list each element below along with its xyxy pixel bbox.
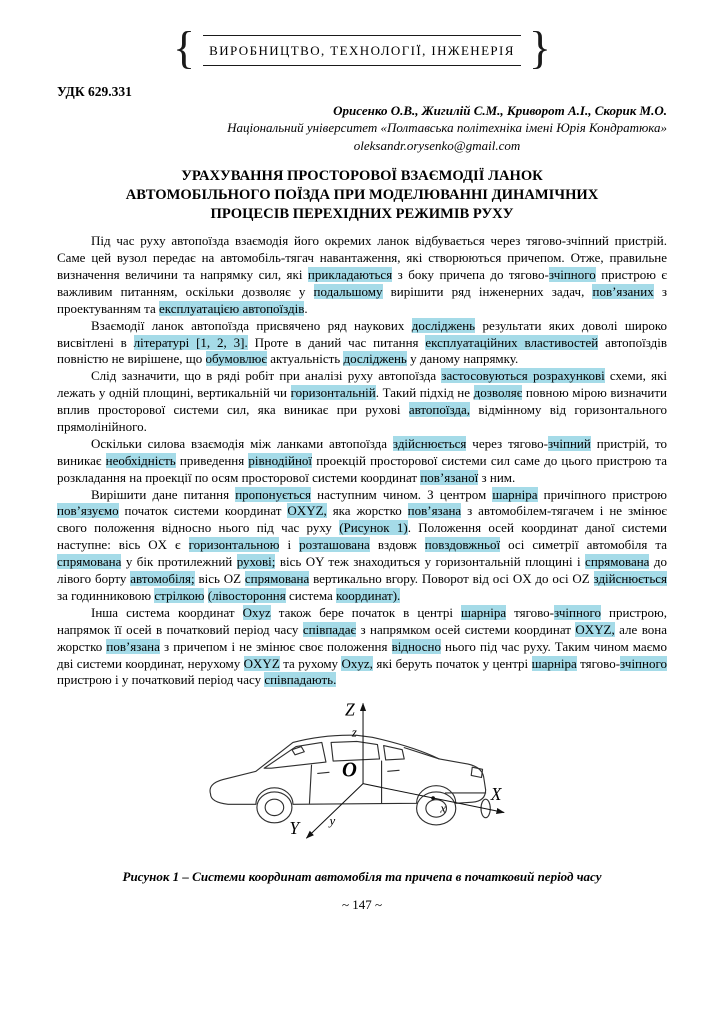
highlighted-word: експлуатацією автопоїздів [159, 300, 305, 316]
highlighted-word: зчіпний [547, 435, 591, 451]
text-segment: система [285, 587, 337, 603]
text-segment: але вона жорстко [57, 621, 668, 654]
journal-banner [57, 22, 667, 74]
highlighted-word: автопоїзда, [408, 402, 471, 418]
text-segment: яка жорстко [326, 503, 408, 519]
axis-y [306, 784, 363, 839]
highlighted-word: координат). [336, 587, 401, 603]
paragraph [57, 487, 667, 605]
text-segment: вертикально вгору. Поворот від осі OX до осі OZ [309, 571, 594, 587]
text-segment: Інша система координат [91, 604, 243, 620]
brace-ornament-left-icon: { [173, 22, 196, 74]
text-segment: і [279, 537, 300, 553]
udc-code: УДК 629.331 [57, 84, 132, 99]
text-segment: які беруть початок у центрі [372, 655, 532, 671]
highlighted-word: дозволяє [473, 385, 523, 401]
highlighted-word: (Рисунок 1) [339, 520, 408, 536]
text-segment: проекцій просторової системи сил саме до цього пристрою та розкладання на проекції по осям просторової системи координат [57, 452, 667, 485]
email-line: oleksandr.orysenko@gmail.com [353, 137, 521, 153]
highlighted-word: обумовлює [205, 351, 267, 367]
axis-label-X: X [490, 784, 502, 805]
text-segment: вісь OY теж знаходиться у горизонтальній площині і [275, 554, 586, 570]
highlighted-word: повздовжньої [424, 537, 501, 553]
highlighted-word: необхідність [105, 452, 176, 468]
text-segment: у даному напрямку. [406, 351, 519, 367]
axis-label-Y: Y [289, 818, 300, 839]
highlighted-word: Oxyz, [341, 655, 373, 671]
highlighted-word: зчіпного [554, 604, 601, 620]
title-line-3: ПРОЦЕСІВ ПЕРЕХІДНИХ РЕЖИМІВ РУХУ [210, 205, 514, 222]
text-segment: схеми, які лежать у одній площині, вертикальній чи [57, 368, 667, 401]
text-segment: також бере початок в центрі [270, 604, 461, 620]
highlighted-word: стрілкою [154, 587, 205, 603]
text-segment: наступним чином. З центром [311, 486, 493, 502]
highlighted-word: пов’язаної [420, 469, 479, 485]
text-segment: тягово- [576, 655, 621, 671]
text-segment: причіпного пристрою [537, 486, 667, 502]
paragraph [57, 605, 667, 689]
highlighted-word: спрямована [57, 554, 122, 570]
text-segment: пристрою і у початковий період часу [57, 672, 265, 688]
highlighted-word: горизонтальній [290, 385, 376, 401]
axis-label-x: x [440, 801, 447, 816]
text-segment: Проте в даний час питання [247, 334, 426, 350]
axis-label-Z: Z [345, 699, 355, 720]
text-segment: з напрямком осей системи координат [356, 621, 576, 637]
highlighted-word: здійснюється [593, 571, 668, 587]
text-segment: результати яких доволі широко висвітлені в [57, 317, 667, 350]
text-segment: за годинниковою [57, 587, 155, 603]
highlighted-word: спрямована [585, 554, 650, 570]
highlighted-word: досліджень [411, 317, 476, 333]
text-segment: з проектуванням та [57, 283, 667, 316]
highlighted-word: пов’язана [407, 503, 462, 519]
highlighted-word: пов’язана [106, 638, 160, 654]
highlighted-word: розташована [299, 537, 370, 553]
axis-label-O: O [341, 759, 357, 782]
highlighted-word: шарніра [460, 604, 507, 620]
highlighted-word: OXYZ, [287, 503, 327, 519]
highlighted-word: прикладаються [307, 267, 393, 283]
affiliation-line: Національний університет «Полтавська політехніка імені Юрія Кондратюка» [227, 120, 667, 136]
axis-label-z: z [351, 725, 357, 740]
highlighted-word: рівнодійної [248, 452, 313, 468]
text-segment: осі симетрії автомобіля та [500, 537, 667, 553]
text-segment: з боку причепа до тягово- [392, 267, 549, 283]
axis-label-y: y [329, 814, 336, 829]
text-segment: пристрою є важливим питанням, оскільки дозволяє у [57, 267, 667, 299]
brace-ornament-right-icon: } [528, 22, 551, 74]
highlighted-word: зчіпного [548, 267, 596, 283]
highlighted-word: здійснюється [392, 435, 467, 451]
text-segment: вздовж [369, 537, 425, 553]
highlighted-word: OXYZ [243, 655, 280, 671]
text-segment: Слід зазначити, що в ряді робіт при аналізі руху автопоїзда [91, 368, 442, 384]
text-segment: Оскільки силова взаємодія між ланками автопоїзда [91, 435, 393, 451]
text-segment: приведення [175, 452, 249, 468]
text-segment: нього під час руху. Таким чином маємо дві системи координат, нерухому [57, 638, 668, 671]
paragraph [57, 436, 667, 487]
title-line-2: АВТОМОБІЛЬНОГО ПОЇЗДА ПРИ МОДЕЛЮВАННІ ДИНАМІЧНИХ [125, 186, 599, 203]
text-segment: пристрій, то виникає [57, 435, 667, 468]
text-segment: тягово- [506, 604, 555, 620]
text-segment: Взаємодії ланок автопоїзда присвячено ряд наукових [91, 317, 412, 333]
highlighted-word: пов’язаних [592, 283, 654, 299]
highlighted-word: досліджень [343, 351, 407, 367]
text-segment: відмінному від горизонтального прямолінійного. [57, 402, 668, 435]
highlighted-word: експлуатаційних властивостей [425, 334, 599, 350]
text-segment: Вирішити дане питання [91, 486, 236, 502]
article-title [57, 167, 667, 223]
byline [57, 102, 667, 154]
text-segment: повною мірою визначити вплив просторової системи сил, яка виникає при рухові [57, 385, 667, 418]
authors-line: Орисенко О.В., Жигилій С.М., Криворот А.І., Скорик М.О. [333, 103, 667, 118]
text-segment: автопоїздів повністю не вирішене, що [57, 334, 667, 367]
highlighted-word: OXYZ, [575, 621, 615, 637]
highlighted-word: пропонується [235, 486, 312, 502]
paragraph [57, 368, 667, 436]
text-segment: та рухому [279, 655, 342, 671]
highlighted-word: літературі [1, 2, 3]. [133, 334, 248, 350]
highlighted-word: пов’язуємо [57, 503, 119, 519]
text-segment: з автомобілем-тягачем і не змінює свого положення відносно нього під час руху [57, 503, 667, 536]
axis-labels [289, 700, 502, 838]
highlighted-word: спрямована [244, 571, 310, 587]
title-line-1: УРАХУВАННЯ ПРОСТОРОВОЇ ВЗАЄМОДІЇ ЛАНОК [181, 168, 543, 185]
highlighted-word: співпадає [302, 621, 357, 637]
text-segment: пристрою, напрямок її осей в початковий період часу [57, 604, 667, 637]
text-segment: Під час руху автопоїзда взаємодія його окремих ланок відбувається через тягово-зчіпний пристрій. Саме цей вузол передає на автомобіль-тягач навантаження, які створюються причепом. Отже, правильне визначення величини та напрямку сил, які [57, 233, 667, 283]
text-segment: актуальність [266, 351, 344, 367]
highlighted-word: зчіпного [620, 655, 667, 671]
figure-1 [57, 695, 667, 885]
highlighted-word: шарніра [531, 655, 577, 671]
text-segment: з ним. [478, 469, 516, 485]
highlighted-word: рухові; [236, 554, 276, 570]
figure-caption: Рисунок 1 – Системи координат автомобіля та причепа в початковий період часу [122, 869, 602, 885]
paragraph [57, 233, 667, 317]
text-segment: з причепом і не змінює своє положення [159, 638, 392, 654]
highlighted-word: застосовуються розрахункові [441, 368, 605, 384]
text-segment: вісь OZ [194, 571, 245, 587]
article-body [57, 233, 667, 689]
highlighted-word: подальшому [313, 283, 383, 299]
highlighted-word: автомобіля; [130, 571, 195, 587]
text-segment: . Такий підхід не [375, 385, 474, 401]
highlighted-word: (лівостороння [207, 587, 286, 603]
highlighted-word: Oxyz [242, 604, 271, 620]
text-segment: . [304, 300, 308, 316]
highlighted-word: горизонтальною [188, 537, 280, 553]
coordinate-axes [306, 704, 504, 839]
journal-section-title: ВИРОБНИЦТВО, ТЕХНОЛОГІЇ, ІНЖЕНЕРІЯ [203, 35, 521, 66]
highlighted-word: відносно [391, 638, 441, 654]
highlighted-word: шарніра [492, 486, 538, 502]
highlighted-word: співпадають. [264, 672, 337, 688]
text-segment: . Положення осей координат даної системи наступне: вісь OX є [57, 520, 667, 553]
text-segment: вирішити ряд інженерних задач, [382, 283, 593, 299]
car-coordinate-diagram [192, 695, 532, 860]
text-segment: у бік протилежний [121, 554, 237, 570]
paragraph [57, 318, 667, 369]
hitch-point-dot [431, 797, 435, 801]
text-segment: через тягово- [466, 435, 548, 451]
text-segment: до лівого борту [57, 554, 667, 587]
text-segment: початок системи координат [118, 503, 288, 519]
page-number: ~ 147 ~ [341, 897, 383, 913]
